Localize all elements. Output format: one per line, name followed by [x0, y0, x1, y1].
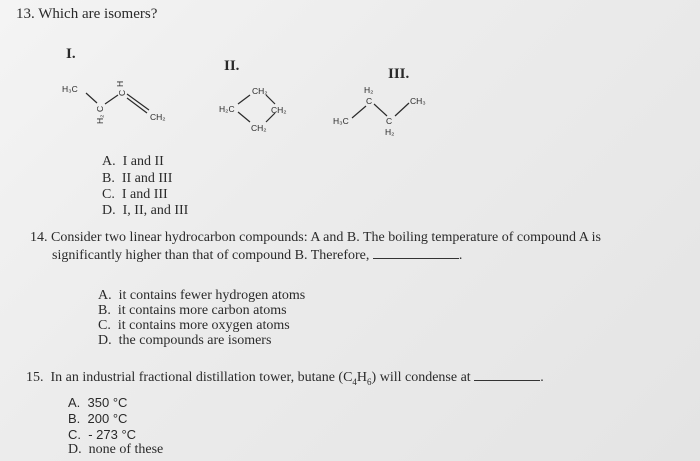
- q15-text-mid: H: [356, 370, 368, 385]
- option-letter: C.: [102, 187, 115, 202]
- option-text: I and III: [121, 187, 168, 202]
- q15-option-a[interactable]: [68, 395, 127, 410]
- structure-1: [62, 81, 166, 124]
- s3-h3c-label: H₃C: [333, 116, 349, 126]
- q13-option-a[interactable]: [102, 154, 164, 170]
- q15-line: [26, 370, 544, 387]
- option-text: - 273 °C: [88, 427, 137, 442]
- option-letter: B.: [102, 171, 115, 186]
- q15-sub-1: 4: [352, 376, 357, 387]
- q15-text-before: In an industrial fractional distillation tower, butane (C: [50, 370, 353, 385]
- structure-2: [219, 86, 287, 133]
- option-text: I and II: [122, 154, 164, 169]
- structure-3-numeral: III.: [388, 66, 410, 82]
- q14-option-d[interactable]: [98, 333, 271, 349]
- q13-number: 13.: [16, 6, 35, 22]
- option-letter: A.: [102, 154, 116, 169]
- s3-c-bottom-label: C: [386, 116, 393, 126]
- option-text: none of these: [88, 442, 164, 457]
- q14-option-c[interactable]: [98, 318, 290, 334]
- q13-option-b[interactable]: [102, 171, 172, 187]
- s2-ch2-bottom-label: CH₂: [251, 123, 267, 133]
- s1-ch2-label: CH₂: [150, 112, 166, 122]
- option-letter: C.: [98, 318, 111, 333]
- option-letter: C.: [68, 427, 81, 442]
- s1-c-top-label: C: [117, 89, 127, 96]
- option-text: I, II, and III: [122, 203, 189, 218]
- q14-line-1: [30, 230, 601, 246]
- option-text: 200 °C: [87, 411, 128, 426]
- s1-c-bottom-label: C: [95, 105, 105, 112]
- q15-text-after: ) will condense at: [371, 370, 471, 385]
- s1-h2-label: H₂: [95, 114, 105, 124]
- option-letter: A.: [98, 288, 112, 303]
- s3-c-top-label: C: [366, 96, 373, 106]
- structure-3: [333, 85, 426, 137]
- option-letter: D.: [102, 203, 116, 218]
- option-letter: B.: [98, 303, 111, 318]
- q15-option-c[interactable]: [68, 427, 136, 442]
- q13-option-c[interactable]: [102, 187, 168, 203]
- s3-ch3-label: CH₃: [410, 96, 426, 106]
- q15-option-d[interactable]: [68, 442, 163, 458]
- structure-2-numeral: II.: [224, 58, 240, 74]
- s1-h3c-label: H₃C: [62, 84, 78, 94]
- s3-h2-top-label: H₂: [364, 85, 374, 95]
- s2-h2c-left-label: H₂C: [219, 104, 235, 114]
- option-text: it contains fewer hydrogen atoms: [118, 288, 306, 303]
- q15-sub-2: 6: [367, 376, 372, 387]
- q13-text: Which are isomers?: [38, 6, 158, 22]
- q13-option-d[interactable]: [102, 203, 188, 219]
- q14-option-b[interactable]: [98, 303, 287, 319]
- q14-period: .: [458, 248, 463, 263]
- option-letter: D.: [68, 442, 82, 457]
- s3-h2-bottom-label: H₂: [385, 127, 395, 137]
- q15-option-b[interactable]: [68, 411, 127, 426]
- option-letter: B.: [68, 411, 81, 426]
- q15-period: .: [540, 370, 544, 385]
- q15-number: 15.: [26, 370, 44, 385]
- option-text: 350 °C: [87, 395, 128, 410]
- s2-ch2-top-label: CH₂: [252, 86, 268, 96]
- q14-line-2: [52, 248, 462, 264]
- q14-answer-blank[interactable]: [373, 258, 459, 259]
- q14-number: 14.: [30, 230, 48, 245]
- q15-answer-blank[interactable]: [474, 380, 540, 381]
- s2-ch2-right-label: CH₂: [271, 105, 287, 115]
- q14-text-line-1: Consider two linear hydrocarbon compounds: A and B. The boiling temperature of compound A is: [51, 230, 601, 245]
- option-letter: D.: [98, 333, 112, 348]
- option-text: it contains more oxygen atoms: [117, 318, 290, 333]
- option-text: II and III: [121, 171, 173, 186]
- q14-option-a[interactable]: [98, 288, 305, 304]
- structure-1-numeral: I.: [66, 46, 76, 62]
- q14-text-line-2: significantly higher than that of compound B. Therefore,: [52, 248, 370, 263]
- s1-h-top-label: H: [115, 80, 125, 87]
- option-text: it contains more carbon atoms: [117, 303, 287, 318]
- option-letter: A.: [68, 395, 81, 410]
- option-text: the compounds are isomers: [118, 333, 272, 348]
